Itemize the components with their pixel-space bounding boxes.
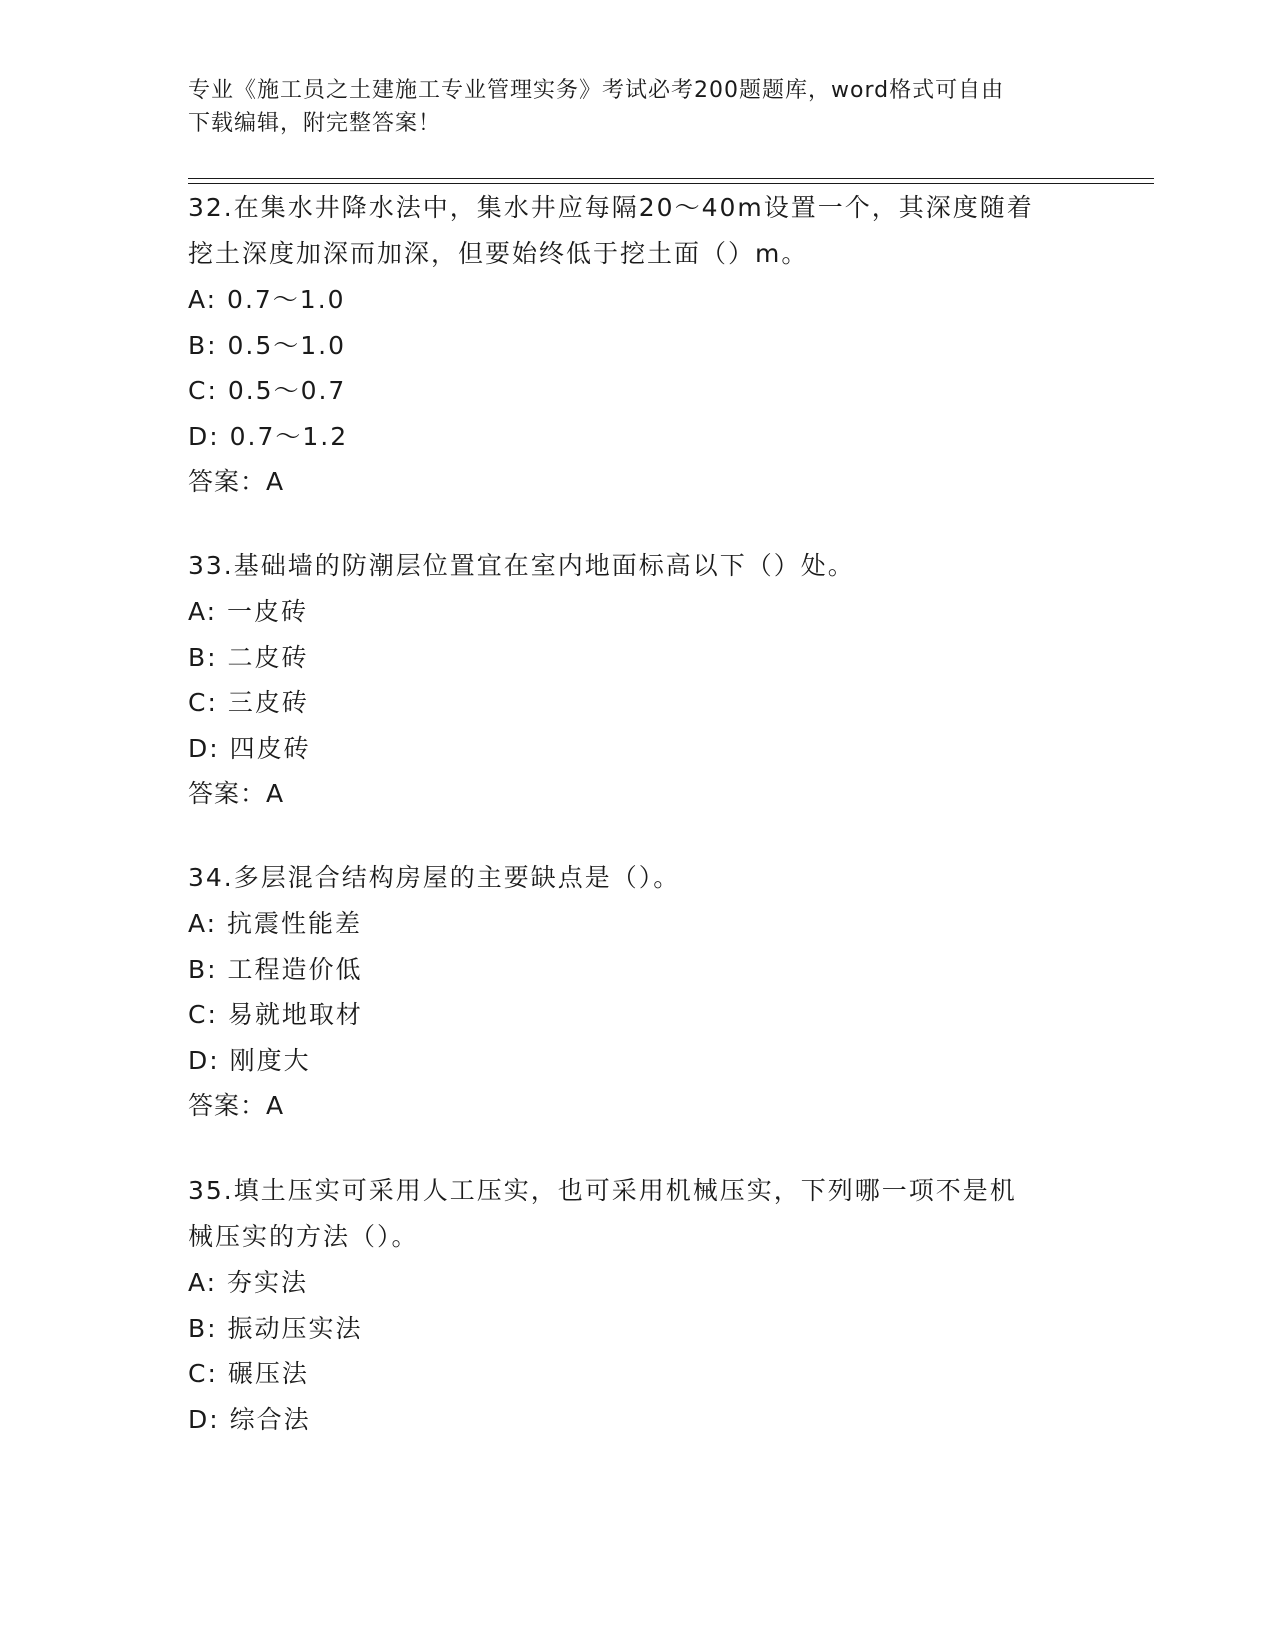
option-d: D: 0.7～1.2 xyxy=(188,421,349,451)
question-32 xyxy=(188,185,1108,505)
option-a: A: 0.7～1.0 xyxy=(188,285,346,314)
question-34 xyxy=(188,855,1108,1129)
option-b: B: 0.5～1.0 xyxy=(188,330,347,360)
option-d: D: 刚度大 xyxy=(188,1045,311,1075)
question-35 xyxy=(188,1168,1108,1442)
question-text-line-2: 挖土深度加深而加深，但要始终低于挖土面（）m。 xyxy=(188,239,809,268)
question-33 xyxy=(188,543,1108,817)
header-divider-bottom xyxy=(188,183,1154,184)
option-c: C: 易就地取材 xyxy=(188,1000,363,1029)
option-c: C: 0.5～0.7 xyxy=(188,376,347,405)
header-line-2: 下载编辑，附完整答案！ xyxy=(188,111,442,136)
question-text-line-1: 33.基础墙的防潮层位置宜在室内地面标高以下（）处。 xyxy=(188,551,855,580)
option-d: D: 综合法 xyxy=(188,1404,311,1434)
answer: 答案：A xyxy=(188,1091,285,1120)
answer: 答案：A xyxy=(188,467,285,496)
option-b: B: 工程造价低 xyxy=(188,954,363,984)
option-a: A: 夯实法 xyxy=(188,1268,309,1297)
question-text-line-1: 35.填土压实可采用人工压实，也可采用机械压实，下列哪一项不是机 xyxy=(188,1176,1017,1205)
document-header xyxy=(188,74,1088,140)
header-divider-top xyxy=(188,178,1154,179)
option-c: C: 三皮砖 xyxy=(188,688,309,717)
option-a: A: 抗震性能差 xyxy=(188,909,363,938)
question-text-line-1: 34.多层混合结构房屋的主要缺点是（）。 xyxy=(188,863,681,892)
option-b: B: 振动压实法 xyxy=(188,1313,363,1343)
question-text-line-2: 械压实的方法（）。 xyxy=(188,1222,419,1251)
answer: 答案：A xyxy=(188,779,285,808)
header-line-1: 专业《施工员之土建施工专业管理实务》考试必考200题题库，word格式可自由 xyxy=(188,78,1005,103)
option-b: B: 二皮砖 xyxy=(188,642,309,672)
option-c: C: 碾压法 xyxy=(188,1359,309,1388)
option-d: D: 四皮砖 xyxy=(188,733,311,763)
question-text-line-1: 32.在集水井降水法中，集水井应每隔20～40m设置一个，其深度随着 xyxy=(188,193,1034,222)
option-a: A: 一皮砖 xyxy=(188,597,309,626)
